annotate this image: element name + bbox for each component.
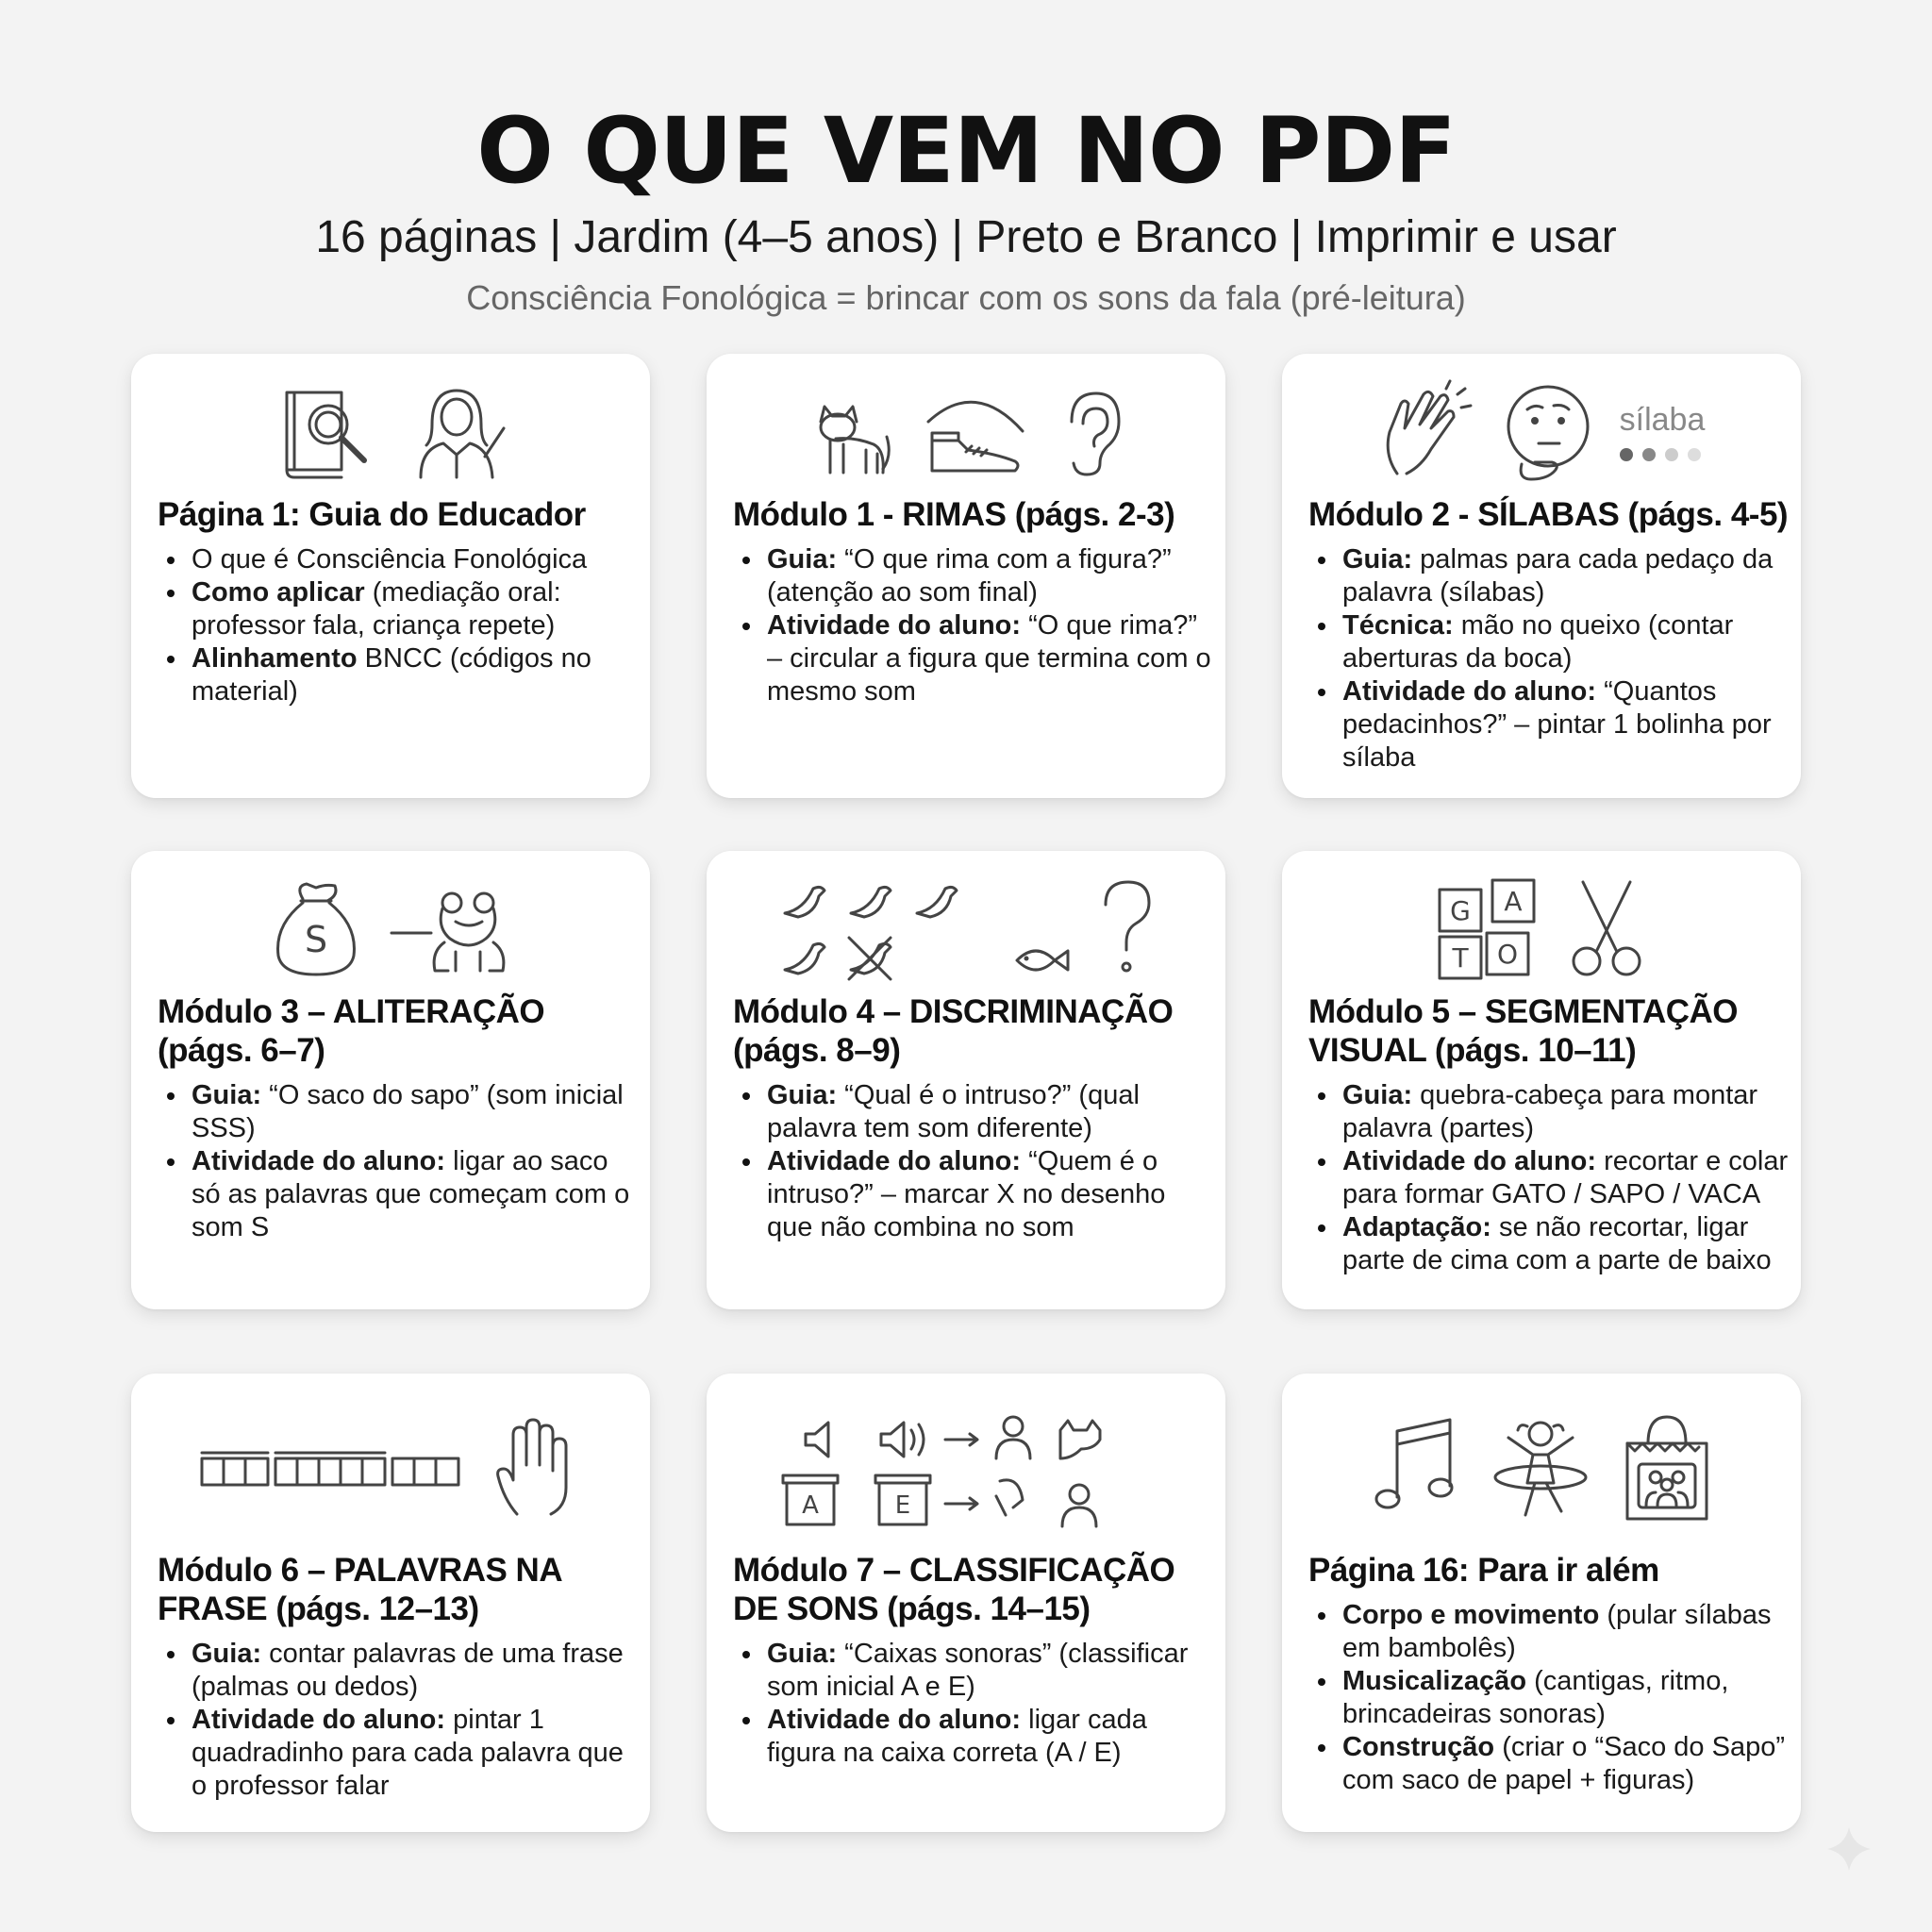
paper-bag-icon bbox=[1620, 1411, 1714, 1524]
bag-letter: S bbox=[304, 919, 328, 960]
puzzle-letter: A bbox=[1504, 886, 1523, 917]
card-guia-educador bbox=[131, 354, 650, 798]
bullet-item: Atividade do aluno: recortar e colar para formar GATO / SAPO / VACA bbox=[1308, 1145, 1790, 1211]
book-magnifier-icon bbox=[274, 379, 377, 483]
scissors-icon bbox=[1564, 876, 1649, 980]
thinking-face-icon bbox=[1499, 379, 1593, 483]
page-title: O QUE VEM NO PDF bbox=[476, 98, 1456, 204]
bullet-list bbox=[158, 1079, 639, 1244]
word-boxes-icon bbox=[198, 1440, 462, 1496]
bullet-list bbox=[1308, 1079, 1790, 1277]
bullet-item: Atividade do aluno: “Quantos pedacinhos?” – pintar 1 bolinha por sílaba bbox=[1308, 675, 1790, 774]
card-title: Página 1: Guia do Educador bbox=[158, 496, 586, 533]
card-title: Módulo 1 - RIMAS (págs. 2-3) bbox=[733, 496, 1175, 533]
syllable-dot bbox=[1642, 448, 1656, 461]
card-modulo-1-rimas bbox=[707, 354, 1225, 798]
card-icons bbox=[1282, 872, 1801, 985]
bullet-item: Guia: “Caixas sonoras” (classificar som inicial A e E) bbox=[733, 1638, 1214, 1704]
card-title: Módulo 2 - SÍLABAS (págs. 4-5) bbox=[1308, 496, 1789, 533]
bullet-item: Guia: “O que rima com a figura?” (atenção ao som final) bbox=[733, 543, 1214, 609]
bullet-item: O que é Consciência Fonológica bbox=[158, 543, 639, 576]
puzzle-icon bbox=[1434, 876, 1538, 980]
syllable-label: sílaba bbox=[1619, 401, 1706, 438]
clapping-hands-icon bbox=[1378, 379, 1473, 483]
sparkle-icon bbox=[1825, 1825, 1873, 1873]
teacher-icon bbox=[404, 379, 508, 483]
card-icons bbox=[131, 872, 650, 985]
syllable-indicator bbox=[1620, 402, 1706, 461]
card-icons bbox=[707, 872, 1225, 985]
bullet-item: Atividade do aluno: ligar cada figura na caixa correta (A / E) bbox=[733, 1704, 1214, 1770]
open-hand-icon bbox=[489, 1416, 583, 1520]
cat-icon bbox=[808, 384, 892, 478]
card-icons bbox=[1282, 375, 1801, 488]
syllable-dots bbox=[1620, 448, 1701, 461]
syllable-dot bbox=[1665, 448, 1678, 461]
bullet-item: Atividade do aluno: pintar 1 quadradinho para cada palavra que o professor falar bbox=[158, 1704, 639, 1803]
sound-boxes-icon bbox=[777, 1402, 1155, 1534]
bullet-list bbox=[733, 543, 1214, 708]
card-modulo-2-silabas bbox=[1282, 354, 1801, 798]
ear-icon bbox=[1058, 384, 1124, 478]
page-tagline: Consciência Fonológica = brincar com os sons da fala (pré-leitura) bbox=[466, 278, 1466, 317]
box-letter: E bbox=[894, 1491, 911, 1520]
bullet-item: Guia: contar palavras de uma frase (palmas ou dedos) bbox=[158, 1638, 639, 1704]
card-pagina-16 bbox=[1282, 1374, 1801, 1832]
page-subtitle: 16 páginas | Jardim (4–5 anos) | Preto e Branco | Imprimir e usar bbox=[315, 212, 1617, 262]
question-mark-icon bbox=[1098, 876, 1155, 980]
bullet-item: Como aplicar (mediação oral: professor fala, criança repete) bbox=[158, 576, 639, 642]
card-title: Módulo 3 – ALITERAÇÃO (págs. 6–7) bbox=[158, 993, 545, 1069]
bullet-item: Construção (criar o “Saco do Sapo” com saco de papel + figuras) bbox=[1308, 1731, 1790, 1797]
syllable-dot bbox=[1688, 448, 1701, 461]
bullet-item: Corpo e movimento (pular sílabas em bambolês) bbox=[1308, 1599, 1790, 1665]
bullet-item: Atividade do aluno: ligar ao saco só as palavras que começam com o som S bbox=[158, 1145, 639, 1244]
card-title: Módulo 6 – PALAVRAS NA FRASE (págs. 12–13) bbox=[158, 1552, 561, 1627]
card-icons bbox=[131, 1411, 650, 1524]
card-icons bbox=[131, 375, 650, 488]
card-modulo-4-discriminacao bbox=[707, 851, 1225, 1309]
bullet-item: Técnica: mão no queixo (contar aberturas da boca) bbox=[1308, 609, 1790, 675]
puzzle-letter: O bbox=[1496, 939, 1519, 970]
bullet-item: Atividade do aluno: “O que rima?” – circular a figura que termina com o mesmo som bbox=[733, 609, 1214, 708]
hula-hoop-girl-icon bbox=[1490, 1411, 1593, 1524]
syllable-dot bbox=[1620, 448, 1633, 461]
bullet-item: Guia: “O saco do sapo” (som inicial SSS) bbox=[158, 1079, 639, 1145]
card-icons bbox=[707, 375, 1225, 488]
bullet-item: Musicalização (cantigas, ritmo, brincadeiras sonoras) bbox=[1308, 1665, 1790, 1731]
frog-icon bbox=[390, 876, 512, 980]
card-icons bbox=[707, 1402, 1225, 1534]
money-bag-icon bbox=[269, 876, 363, 980]
box-letter: A bbox=[802, 1491, 819, 1520]
card-modulo-3-aliteracao bbox=[131, 851, 650, 1309]
bullet-list bbox=[1308, 543, 1790, 774]
bullet-item: Adaptação: se não recortar, ligar parte de cima com a parte de baixo bbox=[1308, 1211, 1790, 1277]
puzzle-letter: G bbox=[1450, 895, 1471, 926]
card-title: Módulo 5 – SEGMENTAÇÃO VISUAL (págs. 10–11) bbox=[1308, 993, 1739, 1069]
bullet-list bbox=[158, 543, 639, 708]
fish-icon bbox=[1011, 872, 1072, 985]
bullet-list bbox=[1308, 1599, 1790, 1797]
bullet-item: Atividade do aluno: “Quem é o intruso?” – marcar X no desenho que não combina no som bbox=[733, 1145, 1214, 1244]
bullet-list bbox=[733, 1638, 1214, 1770]
card-title: Módulo 7 – CLASSIFICAÇÃO DE SONS (págs. 14–15) bbox=[733, 1552, 1175, 1627]
bullet-item: Guia: palmas para cada pedaço da palavra (sílabas) bbox=[1308, 543, 1790, 609]
card-title: Módulo 4 – DISCRIMINAÇÃO (págs. 8–9) bbox=[733, 993, 1174, 1069]
bullet-item: Guia: quebra-cabeça para montar palavra (partes) bbox=[1308, 1079, 1790, 1145]
bullet-item: Alinhamento BNCC (códigos no material) bbox=[158, 642, 639, 708]
bullet-list bbox=[733, 1079, 1214, 1244]
puzzle-letter: T bbox=[1452, 942, 1469, 974]
card-modulo-6-palavras bbox=[131, 1374, 650, 1832]
card-icons bbox=[1282, 1411, 1801, 1524]
bullet-list bbox=[158, 1638, 639, 1803]
shoe-icon bbox=[919, 384, 1032, 478]
card-modulo-5-segmentacao bbox=[1282, 851, 1801, 1309]
card-modulo-7-classificacao bbox=[707, 1374, 1225, 1832]
bullet-item: Guia: “Qual é o intruso?” (qual palavra tem som diferente) bbox=[733, 1079, 1214, 1145]
music-note-icon bbox=[1369, 1416, 1463, 1520]
card-title: Página 16: Para ir além bbox=[1308, 1552, 1659, 1589]
birds-icon bbox=[777, 872, 985, 985]
